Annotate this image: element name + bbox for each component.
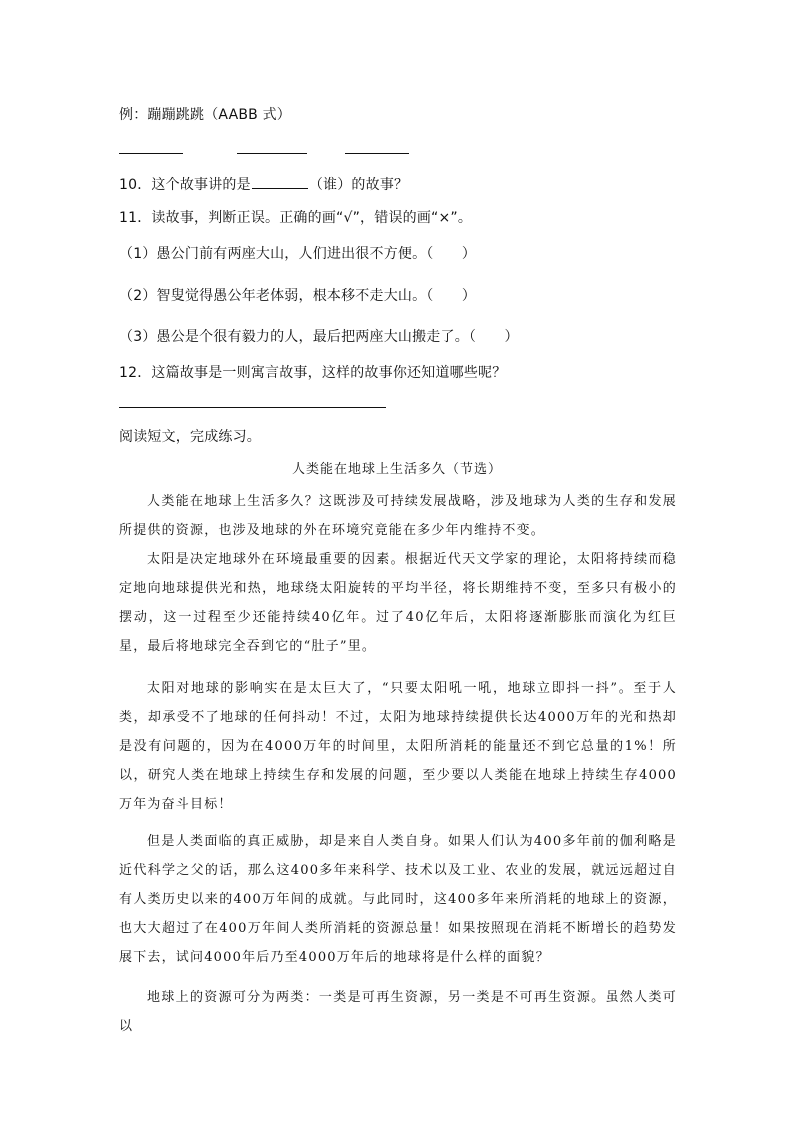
passage-paragraph-2: 太阳是决定地球外在环境最重要的因素。根据近代天文学家的理论，太阳将持续而稳定地向地球提供光和热，地球绕太阳旋转的平均半径，将长期维持不变，至多只有极小的摆动，这一过程至少还能持续40亿年。过了40亿年后，太阳将逐渐膨胀而演化为红巨星，最后将地球完全吞到它的“肚子”里。 [119, 552, 677, 654]
passage-paragraph-5: 地球上的资源可分为两类：一类是可再生资源，另一类是不可再生资源。虽然人类可以 [119, 990, 677, 1034]
question-11-item-2: （2）智叟觉得愚公年老体弱，根本移不走大山。（ ） [119, 288, 477, 304]
question-11-prompt: 11．读故事，判断正误。正确的画“√”，错误的画“×”。 [119, 210, 473, 226]
passage-title: 人类能在地球上生活多久（节选） [291, 462, 502, 477]
question-12-prompt: 12．这篇故事是一则寓言故事，这样的故事你还知道哪些呢？ [119, 365, 507, 381]
answer-blank-3[interactable] [345, 153, 409, 154]
question-10-text-before: 10．这个故事讲的是 [119, 177, 251, 193]
passage-paragraph-1: 人类能在地球上生活多久？这既涉及可持续发展战略，涉及地球为人类的生存和发展所提供的资源，也涉及地球的外在环境究竟能在多少年内维持不变。 [119, 494, 677, 538]
answer-blank-2[interactable] [237, 153, 307, 154]
question-10 [119, 174, 408, 194]
question-10-text-after: （谁）的故事？ [308, 177, 409, 193]
reading-instruction: 阅读短文，完成练习。 [119, 429, 261, 445]
passage-paragraph-4: 但是人类面临的真正威胁，却是来自人类自身。如果人们认为400多年前的伽利略是近代科学之父的话，那么这400多年来科学、技术以及工业、农业的发展，就远远超过自有人类历史以来的400万年间的成就。与此同时，这400多年来所消耗的地球上的资源，也大大超过了在400万年间人类所消耗的资源总量！如果按照现在消耗不断增长的趋势发展下去，试问4000年后乃至4000万年后的地球将是什么样的面貌？ [119, 834, 677, 965]
question-11-item-1: （1）愚公门前有两座大山，人们进出很不方便。（ ） [119, 246, 477, 262]
passage-paragraph-3: 太阳对地球的影响实在是太巨大了，“只要太阳吼一吼，地球立即抖一抖”。至于人类，却承受不了地球的任何抖动！不过，太阳为地球持续提供长达4000万年的光和热却是没有问题的，因为在4000万年的时间里，太阳所消耗的能量还不到它总量的1%！所以，研究人类在地球上持续生存和发展的问题，至少要以人类能在地球上持续生存4000万年为奋斗目标！ [119, 681, 677, 812]
question-11-item-3: （3）愚公是个很有毅力的人，最后把两座大山搬走了。（ ） [119, 329, 519, 345]
question-10-blank[interactable] [252, 174, 308, 189]
answer-blank-1[interactable] [119, 153, 183, 154]
question-12-answer-line[interactable] [119, 407, 386, 408]
example-line: 例：蹦蹦跳跳（AABB 式） [119, 107, 292, 123]
